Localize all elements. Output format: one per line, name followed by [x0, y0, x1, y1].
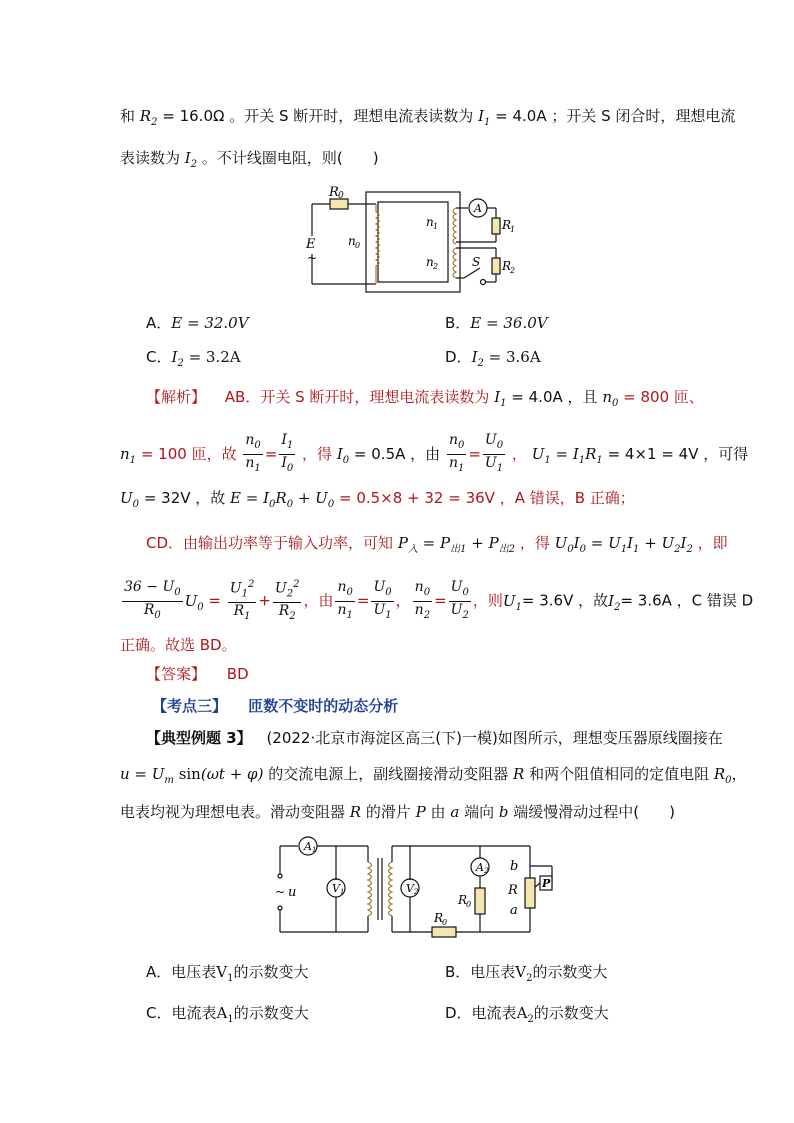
svg-text:A: A — [476, 861, 484, 874]
primary-coil-2 — [368, 862, 372, 916]
svg-text:2: 2 — [484, 867, 489, 875]
svg-text:R: R — [458, 893, 468, 907]
analysis-line-5: $\frac{36 - U_0}{R_0}$ $U_0$ = $\frac{U_1^2}{R_1}$ + $\frac{U_2^2}{R_2}$ ，由 $\frac{n_0}{n_1}$ = $\frac{U_0}{U_1}$ ， $\frac{n_0}{n_2}$ = $\frac{U_0}{U_2}$ ，则$U_1= 3.6V$ ，故$I_2= 3.6A$ ，C 错误 D — [124, 578, 754, 623]
svg-text:R: R — [502, 218, 512, 232]
svg-text:2: 2 — [414, 888, 419, 896]
svg-text:2: 2 — [433, 262, 439, 271]
svg-text:1: 1 — [340, 888, 345, 896]
example-option-b: B．电压表$V_2$的示数变大 — [445, 963, 608, 984]
analysis-line-1: 【解析】 AB．开关 S 断开时，理想电流表读数为 $I_1 = 4.0A$ ，且 $n_0 = 800$ 匝、 — [146, 388, 704, 409]
option-d: D．$I_2 = 3.6A$ — [445, 348, 541, 369]
svg-text:R: R — [508, 883, 518, 898]
option-c: C．$I_2 = 3.2A$ — [146, 348, 241, 369]
svg-text:~: ~ — [307, 251, 318, 265]
svg-text:R: R — [502, 259, 512, 273]
svg-text:a: a — [510, 903, 518, 918]
example-option-d: D．电流表$A_2$的示数变大 — [445, 1004, 609, 1025]
analysis-line-6: 正确。故选 BD。 — [120, 636, 237, 654]
svg-text:n: n — [426, 255, 434, 269]
rheostat-r — [525, 878, 535, 908]
analysis-line-3: $U_0 = 32V$ ，故 $E = I_0R_0 + U_0 = 0.5\times 8 + 32 = 36V$ ，A 错误，B 正确； — [120, 489, 635, 510]
svg-text:2: 2 — [510, 266, 516, 275]
svg-text:A: A — [304, 840, 312, 853]
svg-text:V: V — [332, 882, 340, 895]
svg-text:u: u — [288, 885, 297, 900]
svg-text:1: 1 — [510, 225, 516, 234]
secondary-coil-2 — [389, 862, 393, 916]
svg-text:R: R — [329, 185, 339, 200]
svg-text:1: 1 — [312, 846, 317, 854]
example-option-a: A．电压表$V_1$的示数变大 — [146, 963, 309, 984]
secondary-coil-n1 — [453, 208, 456, 244]
svg-text:0: 0 — [442, 918, 448, 927]
svg-text:n: n — [426, 215, 434, 229]
transformer-circuit-figure-2 — [268, 832, 560, 942]
secondary-coil-n2 — [453, 248, 456, 278]
example-line-1: 【典型例题 3】 (2022·北京市海淀区高三(下)一模)如图所示，理想变压器原线圈接在 — [146, 729, 723, 747]
option-a: A．E = 32.0V — [146, 314, 249, 332]
example-line-2: $u = U_m$ sin(ωt + φ) 的交流电源上，副线圈接滑动变阻器 R 和两个阻值相同的定值电阻 $R_0$， — [120, 765, 747, 786]
resistor-r0-parallel — [475, 888, 485, 914]
svg-text:0: 0 — [355, 241, 361, 250]
svg-text:P: P — [542, 877, 551, 890]
switch-s — [464, 268, 480, 278]
svg-text:A: A — [474, 202, 482, 215]
svg-text:S: S — [472, 255, 481, 269]
svg-text:1: 1 — [433, 222, 439, 231]
example-line-3: 电表均视为理想电表。滑动变阻器 R 的滑片 P 由 a 端向 b 端缓慢滑动过程中( ) — [120, 803, 675, 821]
svg-text:0: 0 — [466, 900, 472, 909]
answer-line: 【答案】 BD — [146, 665, 249, 683]
resistor-r0-series — [432, 927, 456, 937]
svg-text:0: 0 — [338, 191, 344, 201]
svg-text:b: b — [510, 859, 519, 874]
svg-text:n: n — [348, 234, 356, 248]
analysis-line-2: $n_1 = 100$ 匝，故 $\frac{n_0}{n_1}$ = $\frac{I_1}{I_0}$ ，得 $I_0 = 0.5A$ ，由 $\frac{n_0}{n_1}$ = $\frac{U_0}{U_1}$ ， $U_1 = I_1R_1 = 4\times 1 = 4V$ ，可得 — [120, 432, 749, 474]
resistor-r2 — [492, 258, 500, 274]
option-b: B．E = 36.0V — [445, 314, 548, 332]
transformer-circuit-figure-1 — [300, 182, 530, 302]
resistor-r1 — [492, 218, 500, 234]
svg-text:V: V — [406, 882, 414, 895]
example-option-c: C．电流表$A_1$的示数变大 — [146, 1004, 309, 1025]
math-r2: $R_2$ — [139, 107, 158, 128]
problem-line-2: 表读数为 $I_2$ 。不计线圈电阻，则( ) — [120, 149, 379, 170]
analysis-line-4: CD．由输出功率等于输入功率，可知 $P_入 = P_{出1} + P_{出2}$ ，得 $U_0I_0 = U_1I_1 + U_2I_2$ ，即 — [146, 534, 728, 555]
svg-text:~: ~ — [275, 885, 286, 899]
section-header: 【考点三】 匝数不变时的动态分析 — [152, 697, 399, 715]
svg-text:E: E — [306, 237, 316, 252]
problem-line-1: 和 $R_2 = 16.0\Omega$ 。开关 S 断开时，理想电流表读数为 $I_1 = 4.0A$ ；开关 S 闭合时，理想电流 — [120, 107, 736, 128]
svg-text:R: R — [434, 911, 444, 925]
